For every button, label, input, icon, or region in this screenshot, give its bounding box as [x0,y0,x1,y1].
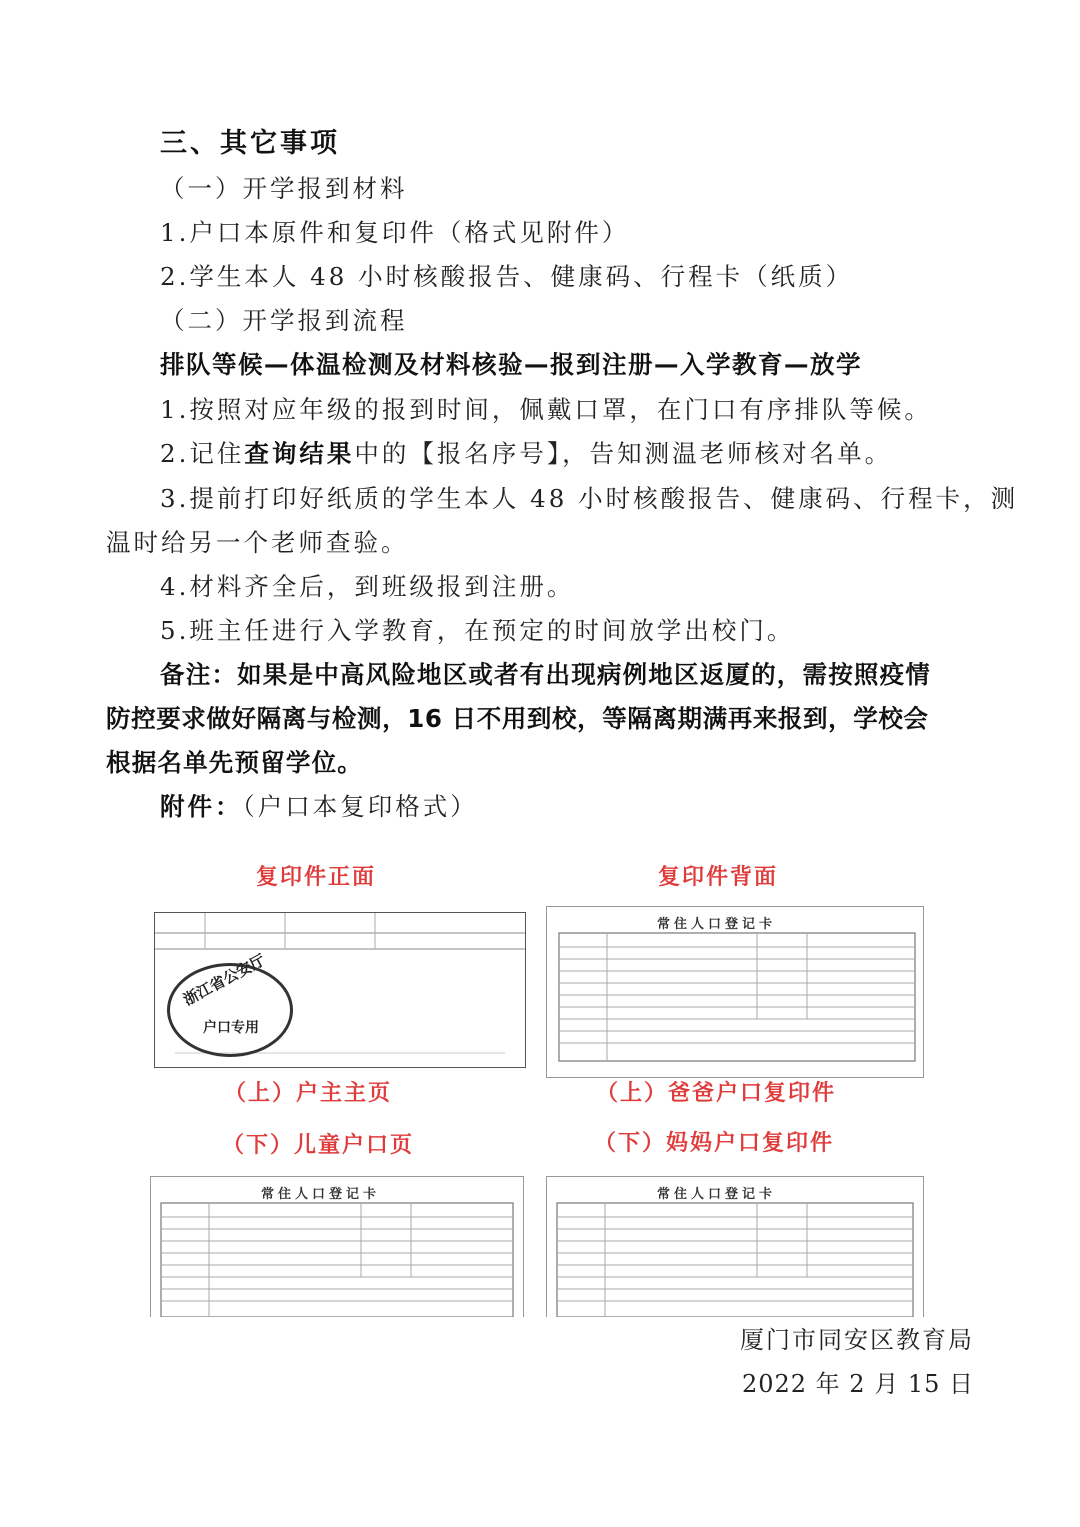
step-2-pre: 2.记住 [160,439,245,468]
attachment-label: 附件： [160,792,243,821]
step-2 [160,435,892,470]
attachment-line [160,788,478,823]
seal-text: 浙江省公安厅 [180,950,269,1010]
step-2-bold: 查询结果 [244,439,355,468]
caption-bottom-left: （下）儿童户口页 [222,1133,415,1158]
attachment-text: （户口本复印格式） [242,792,478,821]
household-head-page-image [154,912,526,1068]
flow-summary: 排队等候—体温检测及材料核验—报到注册—入学教育—放学 [160,350,862,379]
card-title: 常住人口登记卡 [657,917,777,932]
issue-date: 2022 年 2 月 15 日 [741,1370,974,1398]
section-heading: 三、其它事项 [160,128,340,159]
subheading-flow: （二）开学报到流程 [160,306,408,335]
mother-copy-image [546,1176,924,1317]
subheading-materials: （一）开学报到材料 [160,174,408,203]
issuing-organization: 厦门市同安区教育局 [740,1326,974,1354]
step-4: 4.材料齐全后，到班级报到注册。 [160,572,575,601]
step-1: 1.按照对应年级的报到时间，佩戴口罩，在门口有序排队等候。 [160,395,932,424]
step-2-post: 中的【报名序号】，告知测温老师核对名单。 [354,439,893,468]
step-3-line2: 温时给另一个老师查验。 [106,528,409,557]
note-line2: 防控要求做好隔离与检测，16 日不用到校，等隔离期满再来报到，学校会 [106,704,929,733]
note-line1: 备注：如果是中高风险地区或者有出现病例地区返厦的，需按照疫情 [160,660,931,689]
step-5: 5.班主任进行入学教育，在预定的时间放学出校门。 [160,616,795,645]
card-title: 常住人口登记卡 [261,1187,381,1202]
mother-card-grid [547,1177,923,1317]
caption-top-right: （上）爸爸户口复印件 [596,1081,837,1106]
card-title: 常住人口登记卡 [657,1187,777,1202]
seal-center-text: 户口专用 [203,1020,259,1036]
material-item: 1.户口本原件和复印件（格式见附件） [160,218,630,247]
front-copy-title: 复印件正面 [256,865,377,890]
child-card-grid [151,1177,523,1317]
material-item: 2.学生本人 48 小时核酸报告、健康码、行程卡（纸质） [160,262,854,291]
caption-top-left: （上）户主主页 [224,1081,393,1106]
child-page-image [150,1176,524,1317]
father-card-grid [547,907,923,1077]
step-3-line1: 3.提前打印好纸质的学生本人 48 小时核酸报告、健康码、行程卡，测 [160,484,1019,513]
caption-bottom-right: （下）妈妈户口复印件 [594,1131,835,1156]
father-copy-image [546,906,924,1078]
back-copy-title: 复印件背面 [658,865,779,890]
note-line3: 根据名单先预留学位。 [106,748,363,777]
